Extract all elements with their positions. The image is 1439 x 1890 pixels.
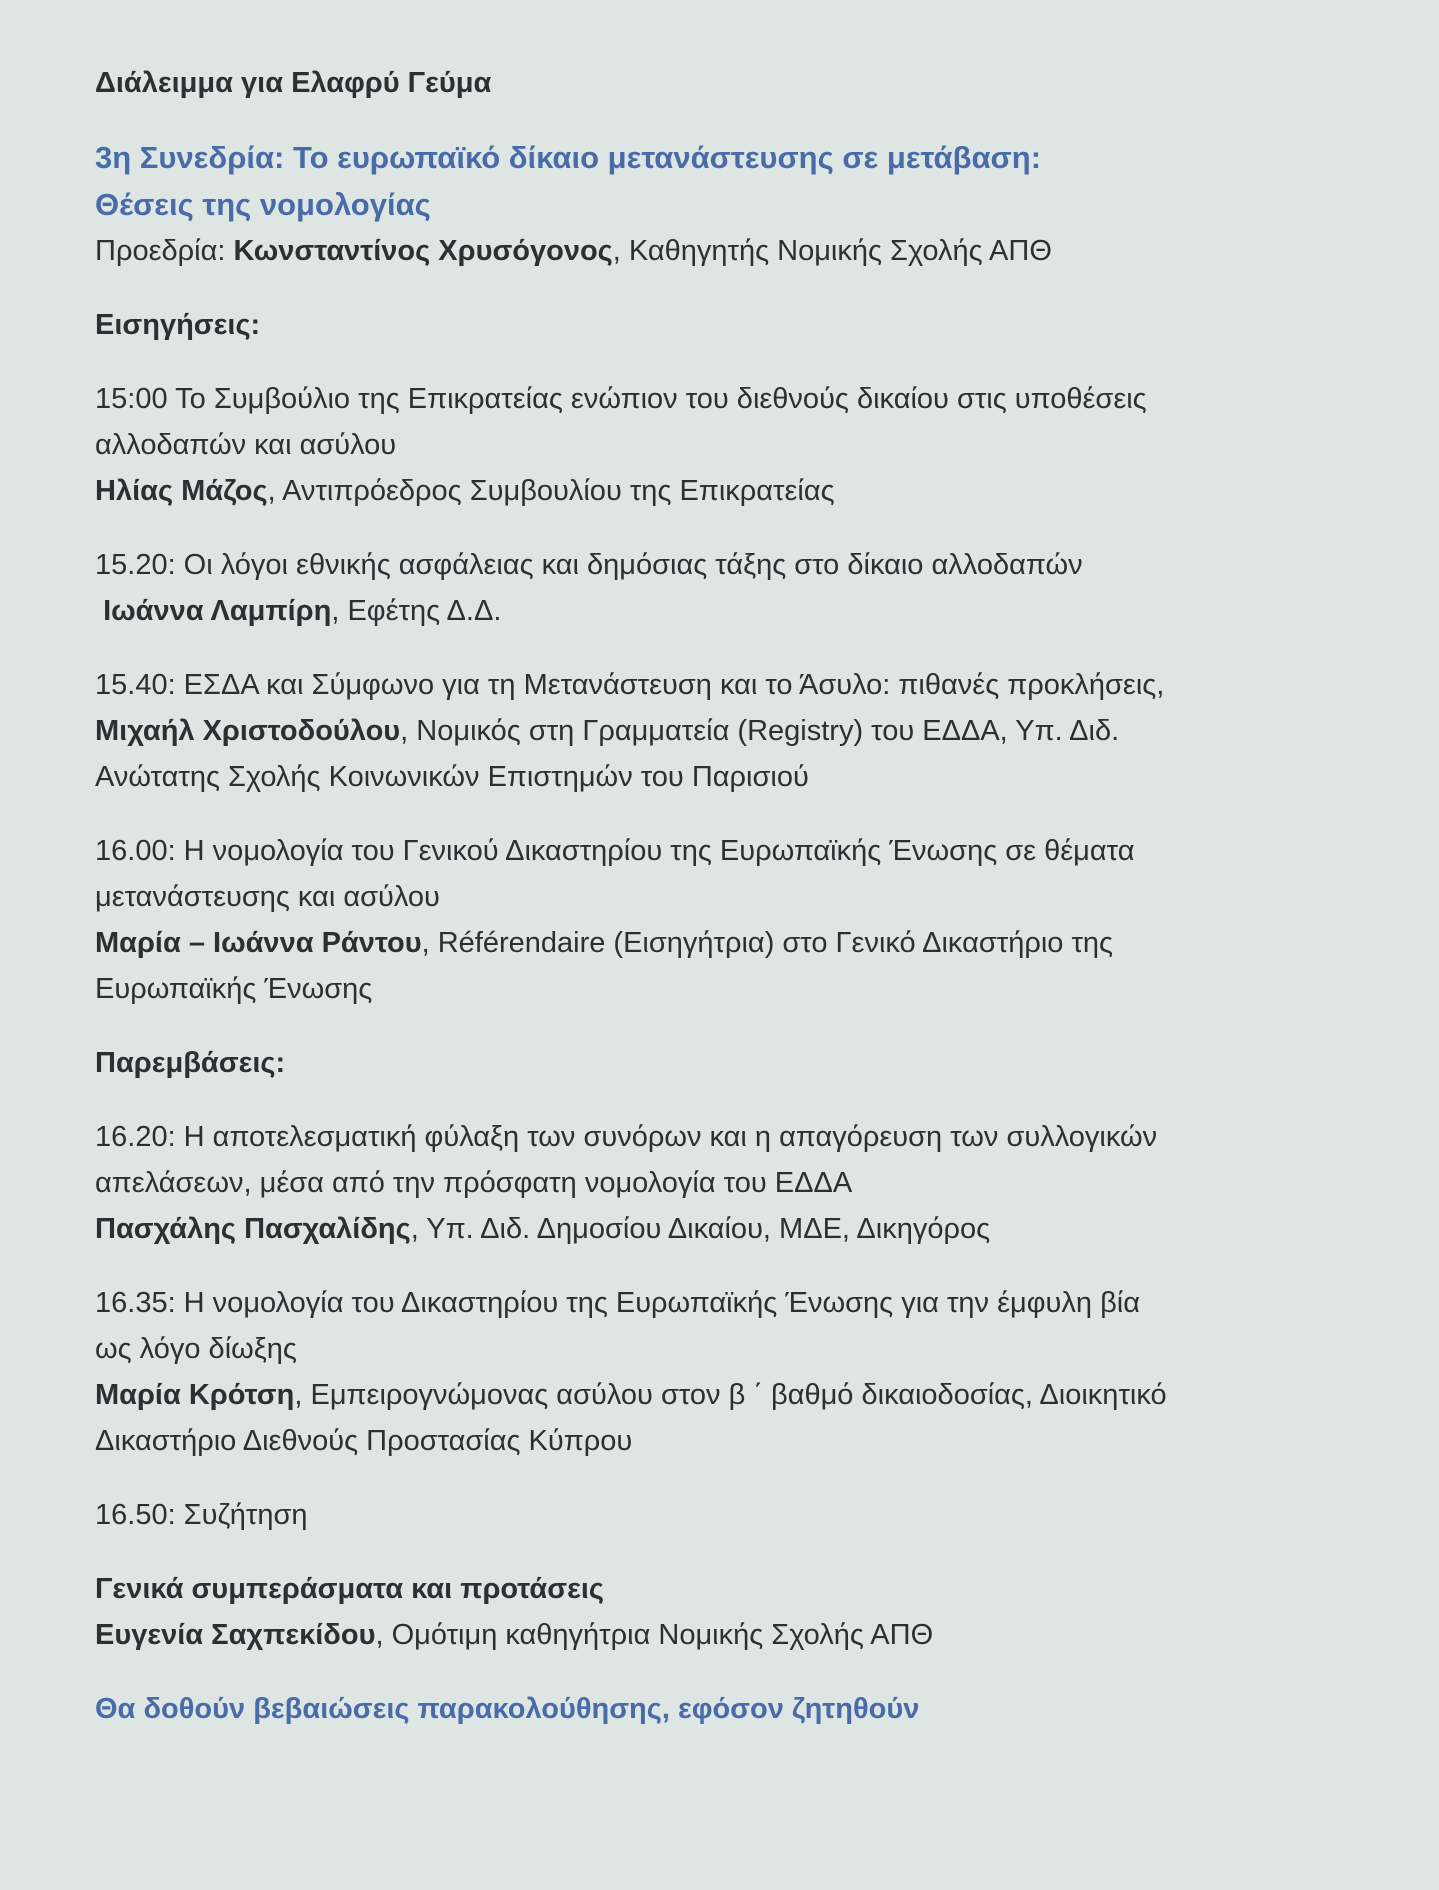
- talk-speaker-line: [95, 708, 1180, 800]
- presentation-item: [95, 376, 1180, 514]
- talk-speaker-line: [95, 1206, 1180, 1252]
- discussion-block: [95, 1492, 1180, 1538]
- chair-label: Προεδρία:: [95, 235, 234, 267]
- talk-title: 15.40: ΕΣΔΑ και Σύμφωνο για τη Μετανάστευση και το Άσυλο: πιθανές προκλήσεις,: [95, 669, 1165, 701]
- presentations-heading: Εισηγήσεις:: [95, 309, 261, 341]
- interventions-heading: Παρεμβάσεις:: [95, 1047, 286, 1079]
- speaker-name: Μιχαήλ Χριστοδούλου: [95, 715, 401, 747]
- lunch-break-block: [95, 60, 1180, 106]
- talk-title: 15.20: Οι λόγοι εθνικής ασφάλειας και δημόσιας τάξης στο δίκαιο αλλοδαπών: [95, 549, 1083, 581]
- presentation-item: [95, 542, 1180, 634]
- talk-title: 16.00: Η νομολογία του Γενικού Δικαστηρίου της Ευρωπαϊκής Ένωσης σε θέματα μετανάστευσης και ασύλου: [95, 835, 1135, 913]
- interventions-heading-block: [95, 1040, 1180, 1086]
- presentations-heading-block: [95, 302, 1180, 348]
- speaker-name: Πασχάλης Πασχαλίδης: [95, 1213, 411, 1245]
- talk-speaker-line: [95, 920, 1180, 1012]
- conclusions-speaker-line: [95, 1612, 1180, 1658]
- chair-affiliation: , Καθηγητής Νομικής Σχολής ΑΠΘ: [612, 235, 1052, 267]
- discussion-line: 16.50: Συζήτηση: [95, 1499, 308, 1531]
- conclusions-heading: Γενικά συμπεράσματα και προτάσεις: [95, 1573, 605, 1605]
- intervention-item: [95, 1280, 1180, 1464]
- conference-program-page: [95, 0, 1180, 1732]
- speaker-affiliation: , Υπ. Διδ. Δημοσίου Δικαίου, ΜΔΕ, Δικηγόρος: [410, 1213, 991, 1245]
- talk-title: 15:00 Το Συμβούλιο της Επικρατείας ενώπιον του διεθνούς δικαίου στις υποθέσεις αλλοδαπών και ασύλου: [95, 383, 1147, 461]
- talk-title: 16.35: Η νομολογία του Δικαστηρίου της Ευρωπαϊκής Ένωσης για την έμφυλη βία ως λόγο δίωξης: [95, 1287, 1140, 1365]
- session-title-line1: 3η Συνεδρία: Το ευρωπαϊκό δίκαιο μετανάστευσης σε μετάβαση:: [95, 140, 1042, 175]
- intervention-item: [95, 1114, 1180, 1252]
- certificates-note: Θα δοθούν βεβαιώσεις παρακολούθησης, εφόσον ζητηθούν: [95, 1693, 920, 1725]
- presentation-item: [95, 662, 1180, 800]
- lunch-break-note: Διάλειμμα για Ελαφρύ Γεύμα: [95, 67, 492, 99]
- session-title-line2: Θέσεις της νομολογίας: [95, 187, 431, 222]
- speaker-affiliation: , Νομικός στη Γραμματεία (Registry) του ΕΔΔΑ, Υπ. Διδ. Ανώτατης Σχολής Κοινωνικών Επιστημών του Παρισιού: [95, 715, 1126, 793]
- talk-speaker-line: [95, 468, 1180, 514]
- chair-name: Κωνσταντίνος Χρυσόγονος: [233, 235, 613, 267]
- speaker-name: Ηλίας Μάζος: [95, 475, 268, 507]
- speaker-name: Ευγενία Σαχπεκίδου: [95, 1619, 376, 1651]
- conclusions-block: [95, 1566, 1180, 1658]
- speaker-name: Ιωάννα Λαμπίρη: [95, 595, 332, 627]
- session-header-block: [95, 134, 1180, 274]
- certificates-note-block: [95, 1686, 1180, 1732]
- session-chair-line: [95, 228, 1180, 274]
- speaker-affiliation: , Ομότιμη καθηγήτρια Νομικής Σχολής ΑΠΘ: [375, 1619, 934, 1651]
- session-title: [95, 134, 1180, 228]
- speaker-name: Μαρία Κρότση: [95, 1379, 295, 1411]
- talk-title: 16.20: Η αποτελεσματική φύλαξη των συνόρων και η απαγόρευση των συλλογικών απελάσεων, μέσα από την πρόσφατη νομολογία του ΕΔΔΑ: [95, 1121, 1158, 1199]
- talk-speaker-line: [95, 1372, 1180, 1464]
- speaker-affiliation: , Αντιπρόεδρος Συμβουλίου της Επικρατείας: [267, 475, 835, 507]
- speaker-affiliation: , Référendaire (Εισηγήτρια) στο Γενικό Δικαστήριο της Ευρωπαϊκής Ένωσης: [95, 927, 1122, 1005]
- talk-speaker-line: [95, 588, 1180, 634]
- speaker-name: Μαρία – Ιωάννα Ράντου: [95, 927, 422, 959]
- speaker-affiliation: , Εφέτης Δ.Δ.: [331, 595, 502, 627]
- speaker-affiliation: , Εμπειρογνώμονας ασύλου στον β ΄ βαθμό δικαιοδοσίας, Διοικητικό Δικαστήριο Διεθνούς Προστασίας Κύπρου: [95, 1379, 1174, 1457]
- presentation-item: [95, 828, 1180, 1012]
